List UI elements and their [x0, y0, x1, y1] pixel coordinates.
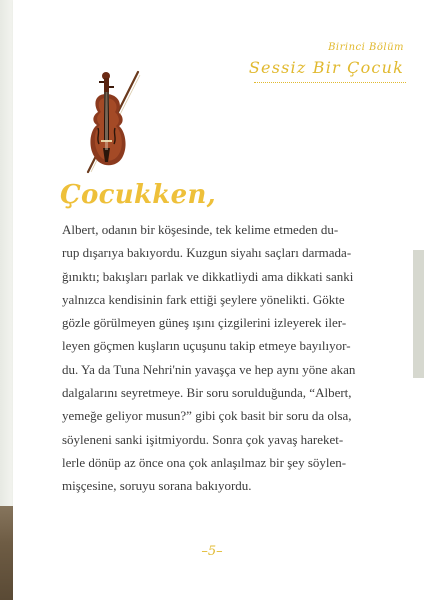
body-line: dalgalarını seyretmeye. Bir soru sorulduğunda, “Albert,	[62, 385, 352, 401]
violin-icon	[80, 68, 144, 176]
body-line: mişçesine, soruyu sorana bakıyordu.	[62, 478, 252, 494]
section-heading: Çocukken,	[60, 180, 216, 210]
page-number: –5–	[201, 544, 223, 559]
chapter-divider	[254, 82, 406, 83]
body-line: gözle görülmeyen güneş ışını çizgilerini izleyerek iler-	[62, 315, 347, 331]
chapter-number: Birinci Bölüm	[328, 42, 404, 53]
body-line: yalnızca kendisinin fark ettiği şeylere yönelikti. Gökte	[62, 291, 345, 307]
body-line: du. Ya da Tuna Nehri'nin yavaşça ve hep aynı yöne akan	[62, 361, 356, 377]
body-line: söyleneni sanki işitmiyordu. Sonra çok yavaş hareket-	[62, 431, 344, 447]
chapter-title: Sessiz Bir Çocuk	[248, 58, 404, 77]
body-line: rup dışarıya bakıyordu. Kuzgun siyahı saçları darmada-	[62, 245, 352, 261]
body-paragraph	[62, 218, 392, 498]
body-line: leyen göçmen kuşların uçuşunu takip etmeye bayılıyor-	[62, 338, 351, 354]
body-line: lerle dönüp az önce ona çok anlaşılmaz bir şey söylen-	[62, 454, 347, 470]
body-line: ğınıktı; bakışları parlak ve dikkatliydi ama dikkati sanki	[62, 268, 354, 284]
next-page-edge	[413, 250, 424, 378]
body-line: Albert, odanın bir köşesinde, tek kelime etmeden du-	[62, 222, 339, 237]
body-line: yemeğe geliyor musun?” gibi çok basit bir soru da olsa,	[62, 408, 352, 424]
